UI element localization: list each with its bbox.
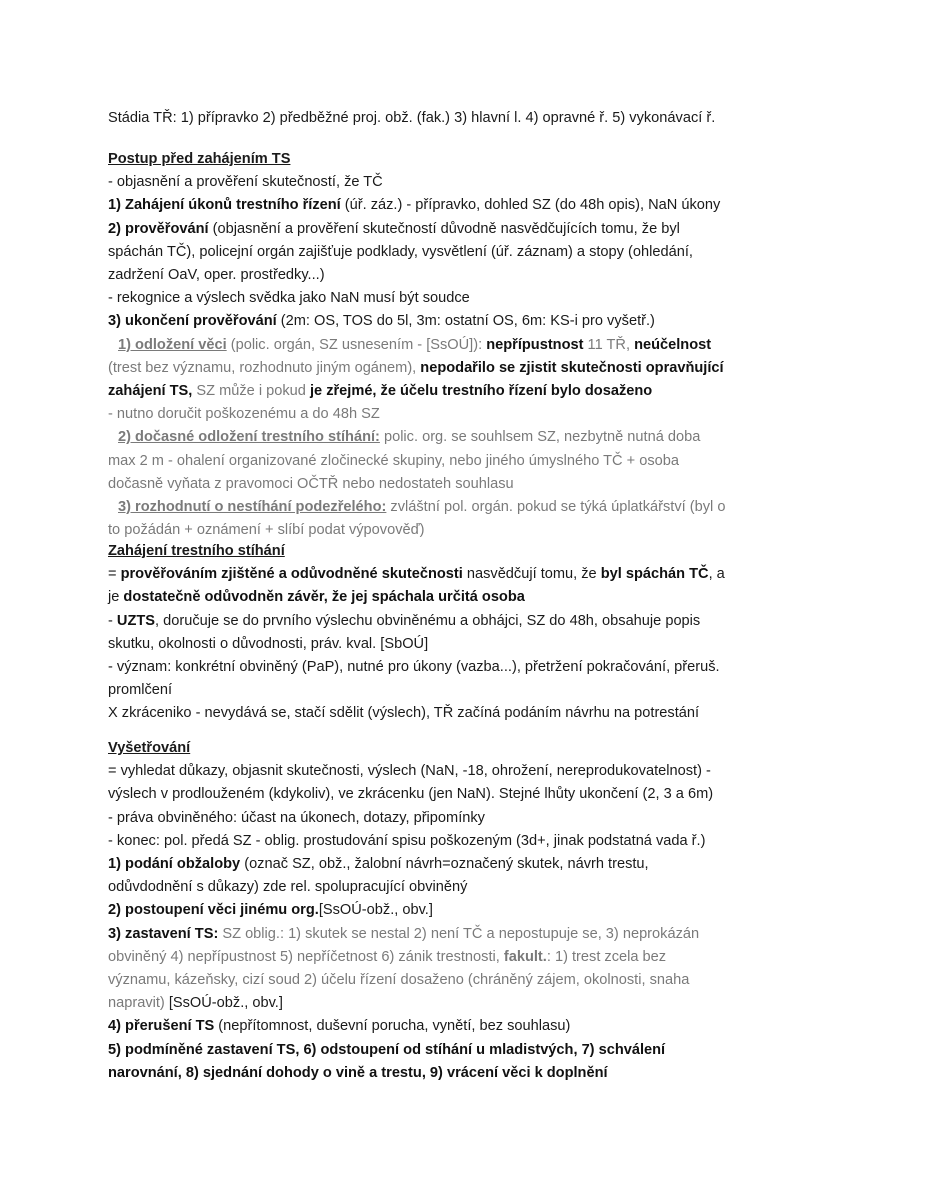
section-pre-prosecution xyxy=(108,148,828,542)
text-line: promlčení xyxy=(108,682,173,699)
section-investigation xyxy=(108,737,828,1085)
text-line: skutku, okolnosti o důvodnosti, práv. kval. [SbOÚ] xyxy=(108,635,429,652)
subheading: 1) odložení věci xyxy=(118,336,227,353)
text-line: to požádán + oznámení + slíbí podat výpovověď) xyxy=(108,522,425,539)
text-line: výslech v prodlouženém (kdykoliv), ve zkrácenku (jen NaN). Stejné lhůty ukončení (2, 3 a 6m) xyxy=(108,786,714,803)
bold-term: fakult. xyxy=(503,948,547,965)
text-span: (2m: OS, TOS do 5l, 3m: ostatní OS, 6m: KS-i pro vyšetř.) xyxy=(276,313,655,330)
text-span: polic. org. se souhlsem SZ, nezbytně nutná doba xyxy=(379,429,701,446)
text-line: - význam: konkrétní obviněný (PaP), nutné pro úkony (vazba...), přetržení pokračování, přeruš. xyxy=(108,659,720,676)
text-span: SZ může i pokud xyxy=(192,383,310,400)
bold-term: zahájení TS, xyxy=(108,383,193,400)
text-line xyxy=(108,380,828,403)
text-span: 11 TŘ, xyxy=(583,336,635,353)
text-line xyxy=(108,496,828,519)
text-line xyxy=(108,610,828,633)
bold-term: dostatečně odůvodněn závěr, že jej spáchala určitá osoba xyxy=(123,589,525,606)
bold-term: prověřováním zjištěné a odůvodněné skutečnosti xyxy=(120,566,463,583)
text-line: zadržení OaV, oper. prostředky...) xyxy=(108,267,325,284)
text-line xyxy=(108,853,828,876)
bold-term: neúčelnost xyxy=(634,336,712,353)
bold-term: nepřípustnost xyxy=(486,336,584,353)
text-span: : 1) trest zcela bez xyxy=(546,948,667,965)
text-line xyxy=(108,946,828,969)
text-line xyxy=(108,1039,828,1062)
text-line: významu, kázeňsky, cizí soud 2) účelu řízení dosaženo (chráněný zájem, okolnosti, snaha xyxy=(108,972,690,989)
bold-term: 2) prověřování xyxy=(108,220,209,237)
text-line: dočasně vyňata z pravomoci OČTŘ nebo nedostateh souhlasu xyxy=(108,475,514,492)
text-span: SZ oblig.: 1) skutek se nestal 2) není TČ a nepostupuje se, 3) neprokázán xyxy=(218,925,700,942)
text-line: - konec: pol. předá SZ - oblig. prostudování spisu poškozeným (3d+, jinak podstatná vada ř.) xyxy=(108,832,706,849)
text-span: (úř. záz.) - přípravko, dohled SZ (do 48h opis), NaN úkony xyxy=(340,197,721,214)
text-span: nasvědčují tomu, že xyxy=(462,566,601,583)
bold-term: 1) Zahájení úkonů trestního řízení xyxy=(108,197,341,214)
text-line xyxy=(108,992,828,1015)
text-line xyxy=(108,194,828,217)
section-heading: Vyšetřování xyxy=(108,740,191,756)
text-span: [SsOÚ-obž., obv.] xyxy=(318,902,433,919)
text-line xyxy=(108,357,828,380)
section-heading: Postup před zahájením TS xyxy=(108,151,291,167)
text-line: spáchán TČ), policejní orgán zajišťuje podklady, vysvětlení (úř. záznam) a stopy (ohledání, xyxy=(108,243,693,260)
section-prosecution-start xyxy=(108,540,828,726)
text-span: , a xyxy=(708,566,725,583)
text-line xyxy=(108,899,828,922)
text-span: je xyxy=(108,589,124,606)
text-line xyxy=(108,218,828,241)
subheading: 3) rozhodnutí o nestíhání podezřelého: xyxy=(118,499,387,516)
text-line: max 2 m - ohalení organizované zločinecké skupiny, nebo jiného úmyslného TČ + osoba xyxy=(108,452,679,469)
text-line xyxy=(108,586,828,609)
text-line xyxy=(108,923,828,946)
bold-term: 5) podmíněné zastavení TS, 6) odstoupení od stíhání u mladistvých, 7) schválení xyxy=(108,1041,666,1058)
bold-term: 3) zastavení TS: xyxy=(108,925,219,942)
text-line xyxy=(108,1015,828,1038)
stages-paragraph xyxy=(108,107,828,130)
text-span: , doručuje se do prvního výslechu obviněnému a obhájci, SZ do 48h, obsahuje popis xyxy=(155,612,701,629)
text-span: zvláštní pol. orgán. pokud se týká úplatkářství (byl o xyxy=(386,499,726,516)
text-line: - objasnění a prověření skutečností, že TČ xyxy=(108,174,383,191)
section-heading: Zahájení trestního stíhání xyxy=(108,543,285,559)
text-span: napravit) xyxy=(108,995,165,1012)
text-span: (nepřítomnost, duševní porucha, vynětí, bez souhlasu) xyxy=(214,1018,571,1035)
text-line: - práva obviněného: účast na úkonech, dotazy, připomínky xyxy=(108,809,485,826)
text-span: (označ SZ, obž., žalobní návrh=označený skutek, návrh trestu, xyxy=(240,856,649,873)
bold-term: byl spáchán TČ xyxy=(600,566,709,583)
bold-term: 1) podání obžaloby xyxy=(108,856,241,873)
text-span: (trest bez významu, rozhodnuto jiným ogánem), xyxy=(108,359,421,376)
text-line xyxy=(108,1062,828,1085)
text-line: = vyhledat důkazy, objasnit skutečnosti, výslech (NaN, -18, ohrožení, nereprodukovatelnost) - xyxy=(108,763,711,780)
text-line xyxy=(108,426,828,449)
bold-term: narovnání, 8) sjednání dohody o vině a trestu, 9) vrácení věci k doplnění xyxy=(108,1064,608,1081)
text-span: (objasnění a prověření skutečností důvodně nasvědčujících tomu, že byl xyxy=(208,220,680,237)
text-line xyxy=(108,563,828,586)
text-span: = xyxy=(108,566,121,583)
bold-term: nepodařilo se zjistit skutečnosti opravňující xyxy=(420,359,724,376)
text-span: [SsOÚ-obž., obv.] xyxy=(164,995,283,1012)
bold-term: 4) přerušení TS xyxy=(108,1018,215,1035)
text-line: - nutno doručit poškozenému a do 48h SZ xyxy=(108,406,380,423)
text-span: - xyxy=(108,612,117,629)
subheading: 2) dočasné odložení trestního stíhání: xyxy=(118,429,380,446)
text-line: X zkráceniko - nevydává se, stačí sdělit (výslech), TŘ začíná podáním návrhu na potrestání xyxy=(108,705,700,722)
bold-term: UZTS xyxy=(116,612,156,629)
bold-term: je zřejmé, že účelu trestního řízení bylo dosaženo xyxy=(309,383,653,400)
text-line xyxy=(108,334,828,357)
text-span: (polic. orgán, SZ usnesením - [SsOÚ]): xyxy=(226,336,487,353)
bold-term: 3) ukončení prověřování xyxy=(108,313,277,330)
text-line: - rekognice a výslech svědka jako NaN musí být soudce xyxy=(108,290,470,307)
bold-term: 2) postoupení věci jinému org. xyxy=(108,902,319,919)
text-line: Stádia TŘ: 1) přípravko 2) předběžné proj. obž. (fak.) 3) hlavní l. 4) opravné ř. 5) vykonávací ř. xyxy=(108,110,716,126)
text-line xyxy=(108,310,828,333)
text-line: odůvdodnění s důkazy) zde rel. spolupracující obviněný xyxy=(108,879,468,896)
text-span: obviněný 4) nepřípustnost 5) nepříčetnost 6) zánik trestnosti, xyxy=(108,948,504,965)
